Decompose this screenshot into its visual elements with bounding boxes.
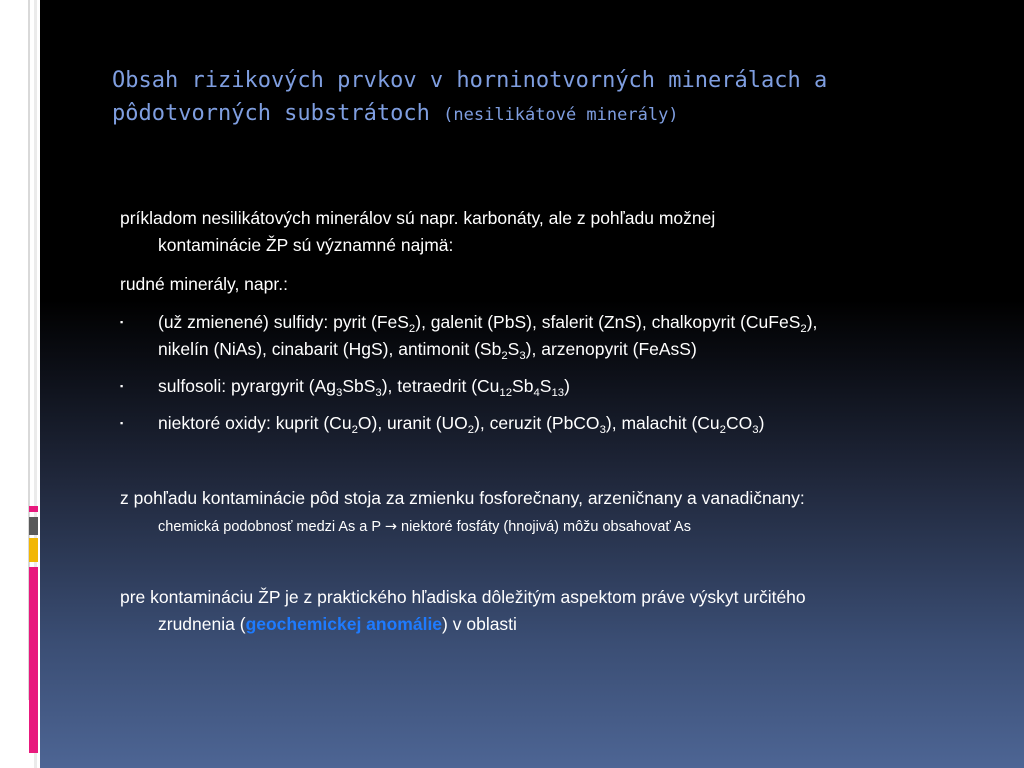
bullet-marker: ▪ <box>120 317 124 327</box>
soil-line-1: z pohľadu kontaminácie pôd stoja za zmienku fosforečnany, arzeničnany a vanadičnany: <box>120 488 805 508</box>
slide <box>40 0 1024 768</box>
accent-bar-gray <box>29 517 38 535</box>
bullet-sulfides: ▪ (už zmienené) sulfidy: pyrit (FeS$_2$), galenit (PbS), sfalerit (ZnS), chalkopyrit (CuFeS$_2$), nikelín (NiAs), cinabarit (HgS), antimonit $(Sb_2S_3)$, arzenopyrit (FeAsS) <box>120 309 1000 363</box>
slide-title <box>112 64 992 132</box>
arrow-right-icon: → <box>384 519 397 535</box>
bullet-marker: ▪ <box>120 381 124 391</box>
conclusion-paragraph: pre kontamináciu ŽP je z praktického hľadiska dôležitým aspektom práve výskyt určitého zrudnenia (geochemickej anomálie) v oblasti <box>120 587 806 634</box>
soil-line-2: chemická podobnosť medzi As a P → niektoré fosfáty (hnojivá) môžu obsahovať As <box>158 519 691 535</box>
ores-label: rudné minerály, napr.: <box>120 274 288 294</box>
bullet-sulfosalts: ▪ sulfosoli: pyrargyrit $(Ag_3SbS_3)$, tetraedrit $(Cu_{12}Sb_4S_{13})$ <box>120 373 1000 400</box>
bullet-oxides: ▪ niektoré oxidy: kuprit $(Cu_2O)$, uranit $(UO_2)$, ceruzit (PbCO$_3$), malachit $(Cu_2CO_3)$ <box>120 410 1000 437</box>
intro-line-2: kontaminácie ŽP sú významné najmä: <box>158 235 454 255</box>
left-decoration-strip <box>0 0 40 768</box>
accent-bar-yellow <box>29 538 38 562</box>
intro-line-1: príkladom nesilikátových minerálov sú napr. karbonáty, ale z pohľadu možnej <box>120 208 716 228</box>
title-line-1: Obsah rizikových prvkov v horninotvorných minerálach a <box>112 68 828 93</box>
soil-paragraph <box>120 485 1024 541</box>
accent-bar-pink-small <box>29 506 38 512</box>
highlight-geochemical-anomaly: geochemickej anomálie <box>245 614 443 634</box>
conclusion-line-1: pre kontamináciu ŽP je z praktického hľadiska dôležitým aspektom práve výskyt určitého <box>120 587 806 607</box>
title-suffix: (nesilikátové minerály) <box>443 105 679 125</box>
intro-paragraph <box>120 205 1024 259</box>
accent-bar-pink-long <box>29 567 38 753</box>
bullet-marker: ▪ <box>120 418 124 428</box>
title-line-2: pôdotvorných substrátoch <box>112 101 430 126</box>
